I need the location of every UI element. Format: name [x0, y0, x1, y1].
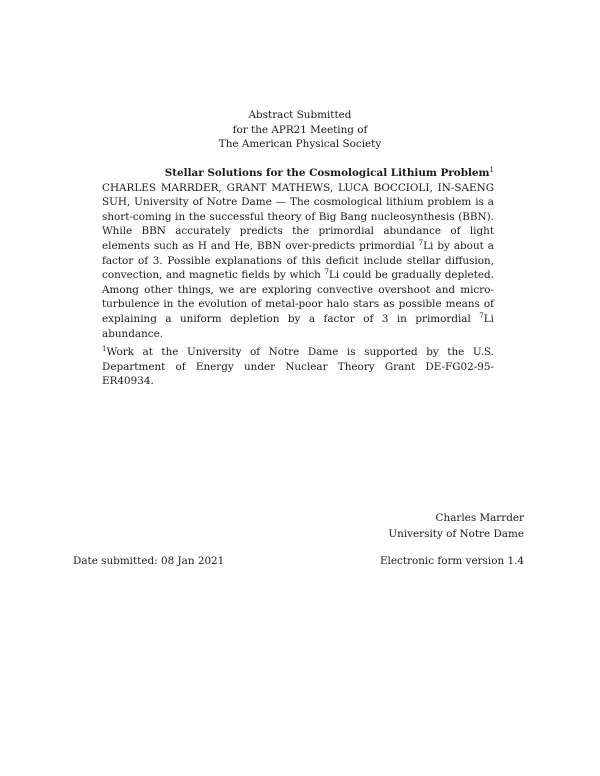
footnote-mark: 1 — [102, 345, 107, 354]
funding-footnote — [102, 345, 494, 389]
submission-header — [0, 108, 600, 152]
isotope-superscript: 7 — [418, 238, 424, 247]
header-line-society: The American Physical Society — [218, 138, 382, 151]
date-submitted: Date submitted: 08 Jan 2021 — [73, 555, 225, 567]
abstract-text-part-2: Li by about a factor of 3. Possible explanations of this deficit include stellar diffusion, convection, and magnetic fields by which — [102, 239, 494, 282]
abstract-body — [102, 181, 494, 342]
title-footnote-mark: 1 — [489, 166, 494, 174]
submitter-institution: University of Notre Dame — [388, 527, 524, 540]
abstract-title: Stellar Solutions for the Cosmological Lithium Problem — [164, 167, 490, 179]
abstract-text-part-1: The cosmological lithium problem is a short-coming in the successful theory of Big Bang nucleosynthesis (BBN). While BBN accurately predicts the primordial abundance of light elements such as H and He, BBN over-predicts primordial — [102, 196, 495, 252]
isotope-superscript: 7 — [479, 311, 484, 320]
header-line-meeting: for the APR21 Meeting of — [232, 123, 368, 136]
authors-separator: — — [271, 196, 291, 209]
abstract-text-part-4: Li abundance. — [102, 312, 494, 340]
footnote-text: Work at the University of Notre Dame is supported by the U.S. Department of Energy under Nuclear Theory Grant DE-FG02-95-ER40934. — [102, 346, 494, 388]
abstract-title-line — [102, 166, 494, 181]
submitter-signature — [388, 511, 524, 542]
abstract-authors: CHARLES MARRDER, GRANT MATHEWS, LUCA BOCCIOLI, IN-SAENG SUH, University of Notre Dame — [102, 181, 494, 209]
isotope-superscript: 7 — [324, 268, 329, 277]
header-line-abstract-submitted: Abstract Submitted — [248, 109, 352, 121]
form-version: Electronic form version 1.4 — [379, 555, 524, 567]
abstract-block — [102, 166, 494, 389]
submitter-name: Charles Marrder — [435, 512, 524, 524]
abstract-text-part-3: Li could be gradually depleted. Among other things, we are exploring convective overshoot and micro-turbulence in the evolution of metal-poor halo stars as possible means of explaining a uniform depletion by a factor of 3 in primordial — [102, 269, 494, 325]
